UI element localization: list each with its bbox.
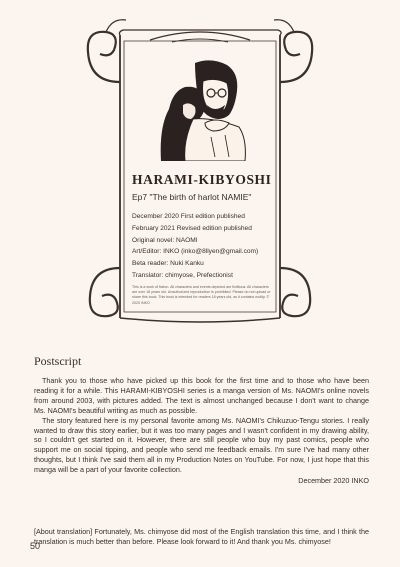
- translation-note: [About translation] Fortunately, Ms. chimyose did most of the English translation this time, and I think the translation is much better than before. Please look forward to it! And thank you Ms. chimyose!: [34, 527, 369, 546]
- book-title: HARAMI-KIBYOSHI: [132, 172, 272, 187]
- postscript-heading: Postscript: [34, 354, 82, 368]
- couple-illustration: [155, 57, 247, 161]
- postscript-signature: December 2020 INKO: [298, 476, 369, 486]
- page-number: 50: [30, 541, 41, 551]
- original-novel-credit: Original novel: NAOMI: [132, 236, 198, 244]
- legal-fine-print: This is a work of fiction. All characters and events depicted are fictitious. All characters are over 18 years old. Unauthorized reproduction is prohibited. Please do not upload or share this book. This book is intended for readers 18 years old, as it contains nudity. © 2020 INKO: [132, 284, 271, 305]
- publication-date-revised: February 2021 Revised edition published: [132, 224, 252, 232]
- episode-subtitle: Ep7 "The birth of harlot NAMIE": [132, 192, 252, 202]
- postscript-body: [34, 376, 369, 486]
- translator-credit: Translator: chimyose, Prefectionist: [132, 271, 233, 279]
- publication-date-first: December 2020 First edition published: [132, 213, 245, 220]
- postscript-paragraph: The story featured here is my personal favorite among Ms. NAOMI's Chikuzuo-Tengu stories. I really wanted to draw this story earlier, but it was too many pages and I wasn't confident in my drawing ability, so I couldn't get started on it. However, there are still people who buy my past comics, people who support me on social tipping, and people who send me feedback emails. I'm sure I've had many other thoughts, but I think I've said them all in my Production Notes on YouTube. For now, I just hope that this manga will be a part of your favorite collection.: [34, 415, 369, 475]
- colophon: [132, 172, 282, 306]
- art-editor-credit: Art/Editor: INKO (inko@8llyen@gmail.com): [132, 248, 259, 256]
- beta-reader-credit: Beta reader: Nuki Kanku: [132, 260, 204, 268]
- postscript-paragraph: Thank you to those who have picked up this book for the first time and to those who have been reading it for a while. This HARAMI-KIBYOSHI series is a manga version of Ms. NAOMI's online novels from around 2003, with pictures added. The text is almost unchanged because I don't want to change Ms. NAOMI's beautiful writing as much as possible.: [34, 376, 369, 415]
